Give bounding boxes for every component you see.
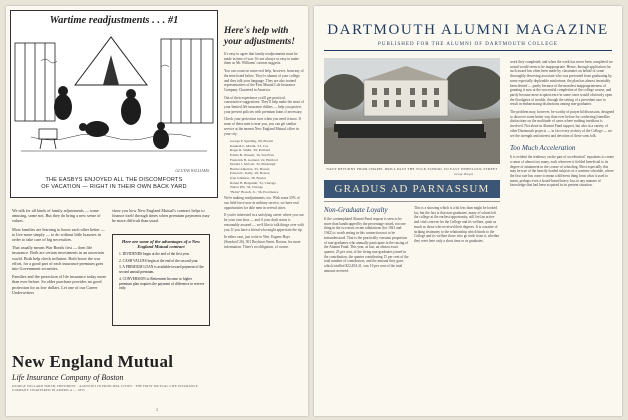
cartoonist-signature: GLUYAS WILLIAMS — [175, 168, 209, 173]
ad-sidebar-paragraph: If you're interested in a satisfying career where you can be your own boss — and if your draft status is reasonably assured — we'd like to talk things over with you. If you have a friend who might appreciate the tip. — [224, 213, 304, 232]
cartoon-caption — [11, 177, 217, 191]
cartoon-panel — [10, 10, 218, 198]
editorial-paragraph: This is a showing which is a bit less than might be looked for, but the fact is that non-graduates, many of whom left the college at the earliest opportunity, still feel an active and vital concern for the College and its welfare, quite as much as those who received their degrees. It is a matter of striking testimony to the relationship which binds to the College and its welfare those who go forth from it, whether they were here only a short time or as graduates. — [414, 206, 500, 243]
editorial-paragraph: It is evident the tendency on the part of acceleration" equations to create a sense of almost too many, each wherever it fielded beneficial to its degree of attainment in the course of schooling. Most especially this may be true of the heavily loaded subjects of a wartime schedule, where the first rate has come to mean a different thing from what it used to mean, perhaps even a broad-based heavy loss in any manner of knowledge that had been acquired in its present situation. — [510, 155, 614, 188]
agent-list-item: Roger R. Smith, '28, Portland — [230, 148, 271, 153]
left-page-advertisement — [6, 6, 308, 416]
section-heading-non-graduate-loyalty: Non-Graduate Loyalty — [324, 206, 388, 214]
ad-body-column-1 — [12, 208, 108, 298]
ad-sidebar-paragraph: We're making readjustments, too. With some 25% of our field force now in military service, we have real opportunities for able men in several cities. — [224, 196, 300, 210]
agent-list-item: Frederick B. Garland, '22, Hartford — [230, 157, 278, 162]
company-name: New England Mutual — [12, 352, 174, 371]
ad-sidebar-paragraph: It's easy to agree that family readjustments must be made in time of war. It's not always so easy to make them as Mr. Williams' cartoon suggests. — [224, 52, 299, 66]
editorial-paragraph: work they completed, and when the work has never been completed we sound would seem to be inappropriate. Hence, through application for such award has often been made by classmates on behalf of some thoroughly deserving associate who was prevented from graduating by some especially deplorable misfortune, the plan has almost invariably been denied — partly because of the manifest inappropriateness of granting it now at the successful completion of the college course, and partly because mere acquiescence in some cases would obviously open the floodgates of trouble, through the setting of a precedent sure to result in embarrassing distinctions among non-graduates. — [510, 60, 613, 107]
masthead-rule — [324, 50, 612, 51]
company-logo — [12, 352, 212, 392]
advantages-title: Here are some of the advantages of a New England Mutual contract — [121, 239, 201, 249]
ad-body-paragraph: Families and the protection of life insurance today more than ever before. So older purchase provides no good protection for as low dollars. Let one of our Career Underwriters — [12, 274, 106, 295]
ad-body-paragraph: Most families are learning to know each other better — to live more simply — to do without little luxuries in order to take care of big necessities. — [12, 226, 105, 243]
agent-list-item: George P. Spalding, '09, Boston — [230, 139, 274, 144]
advantage-item: 2. CASH VALUES begin at the end of the second year. — [119, 258, 199, 263]
section-banner: GRADUS AD PARNASSUM — [324, 180, 500, 198]
agent-list-item: "Brick" Branch, Jr., '36, Providence — [230, 189, 279, 194]
ad-sidebar-paragraph: In either case, just write to Wm. Eugene Hays (Stanford '26), 501 Boylston Street, Boston, for more information. There's no obligation, of course. — [224, 235, 301, 249]
cartoon-caption-line2: OF VACATION — RIGHT IN THEIR OWN BACK YARD — [41, 184, 187, 190]
ad-body-paragraph: show you how New England Mutual's contract helps to finance itself through times when premium payments may be more difficult than usual. — [112, 208, 210, 224]
agent-list-item: Robert B. Benjamin, '32, Chicago — [230, 180, 276, 185]
campus-photo — [324, 58, 500, 164]
ad-sidebar-paragraph: Out of their experience you'll get practical, constructive suggestions. They'll help make the most of your limited life insurance dollars — help you protect your present policies with premium loans if necessary. — [224, 95, 304, 114]
page-number: 2 — [156, 407, 158, 412]
ad-sidebar-heading: Here's help with your adjustments! — [224, 26, 296, 47]
advantage-item: 1. DIVIDENDS begin at the end of the first year. — [119, 252, 190, 256]
agent-list-item: Kenneth L. Martin, '23, Cos. — [230, 143, 269, 148]
agent-list-item: Harriet Atherton, '25, Boston — [230, 166, 270, 171]
advantage-item: 4. CONVERSION to Retirement Income or higher premium plan requires the payment of difference in reserve only. — [119, 276, 205, 291]
agent-list-item: Walter Pitt, '34, Chicago — [230, 185, 264, 190]
banner-rule — [324, 201, 500, 202]
company-subtitle: Life Insurance Company of Boston — [12, 373, 124, 382]
photo-credit: George Morgan — [454, 172, 474, 176]
section-heading-too-much-acceleration: Too Much Acceleration — [510, 144, 576, 153]
ad-body-column-2 — [112, 208, 210, 227]
campus-photo-image — [324, 58, 500, 164]
editorial-paragraph: If the contemplated Alumni Fund request is seen to be more than handicapped by the percentage raised, not one thing in the two most recent tabulations (for 1941 and 1942) is worth noting in this connection not to be misunderstood. That is the practically constant proportion of non-graduates who annually participate in the raising of the Alumni Fund. This year, as last, an almost exact quarter, 25 per cent, of the living non-graduates joined in the contribution, the quarter contributing 15 per cent of the total number of contributors, and the amount they gave, which totalled $22,494.41, was 10 per cent of the total amount received. — [324, 217, 409, 273]
editorial-paragraph: The problem may, however, be worthy of prayerful discussion, designed to discover some better way than ever before for conferring friendlier distinctions on the multitude of cases where nothing invidious is involved. Not alone in Alumni Fund support, but also in a variety of other Dartmouth projects — in fact every activity of the College — we see the strength and interest and devotion of these sons folk. — [510, 110, 615, 138]
advantages-list — [117, 252, 205, 291]
ad-body-paragraph: We talk for all kinds of family adjustments — some amusing, some not. But they do bring a new sense of values. — [12, 208, 101, 224]
agent-list-item: Edward L. Kelly, '26, Boston — [230, 171, 270, 176]
masthead-subtitle: PUBLISHED FOR THE ALUMNI OF DARTMOUTH COLLEGE — [378, 42, 558, 47]
agent-list-item: Donald J. McCall, '22, Pittsburgh — [230, 162, 276, 167]
advantage-item: 3. A PREMIUM LOAN is available toward payment of the second annual premium. — [119, 265, 204, 275]
editorial-column-2 — [414, 206, 500, 247]
agent-list-item: Edwin B. Wessell, '16, San Fran. — [230, 153, 275, 158]
editorial-column-1 — [324, 217, 410, 276]
ad-body-paragraph: That usually means War Bonds first — then life insurance. Both are certain investments in an uncertain world. Both help check inflation. Both boost the war effort, for a good part of each insurance premium goes into Government securities. — [12, 245, 104, 272]
advantages-box — [112, 234, 210, 326]
agent-list-item: Ivan Johnston, '28, Boston — [230, 176, 266, 180]
editorial-column-3 — [510, 60, 614, 191]
ad-sidebar — [224, 26, 304, 252]
photo-caption: NAVY RETURNS FROM CHAPEL DRILL PAST THE TUCK SCHOOL TO EAST WHEELOCK STREET — [326, 167, 498, 171]
right-page-editorial — [314, 6, 622, 416]
agent-list — [224, 139, 304, 194]
masthead-title: DARTMOUTH ALUMNI MAGAZINE — [327, 22, 609, 38]
cartoon-caption-line1: THE EASBYS ENJOYED ALL THE DISCOMFORTS — [45, 177, 183, 183]
ad-sidebar-paragraph: Check your protection now when you need it most. If none of these men is near you, you can get similar service at the nearest New England Mutual office in your city. — [224, 117, 301, 136]
ad-sidebar-paragraph: You can count on some real help, however, from any of the men listed below. They're alumni of your college and they talk your language. They are also trained representatives of the First Mutual Life Insurance Company Chartered in America. — [224, 69, 304, 92]
cartoon-title: Wartime readjustments . . . #1 — [49, 15, 179, 26]
company-fine-print: GEORGE WILLARD SMITH, PRESIDENT · AGENCIES IN PRINCIPAL CITIES · THE FIRST MUTUAL LIFE INSURANCE COMPANY CHARTERED IN AMERICA — 1835 — [12, 384, 199, 392]
